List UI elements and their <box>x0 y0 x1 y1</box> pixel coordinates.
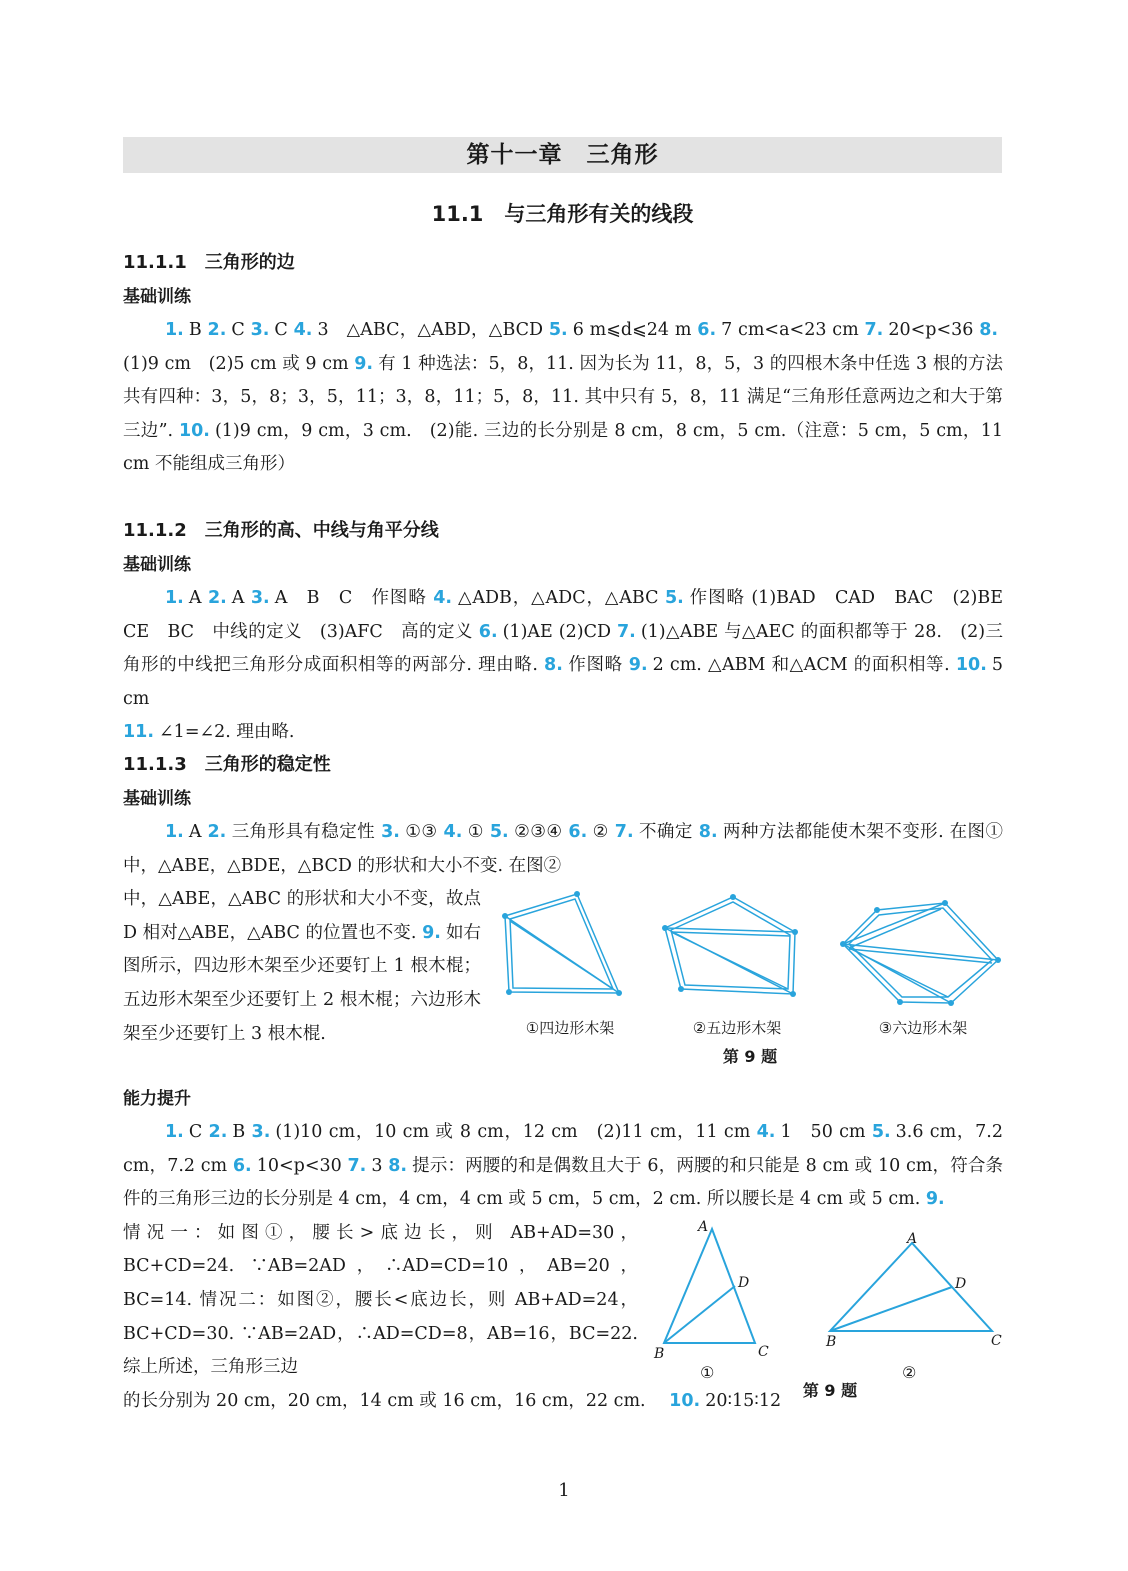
vertex-label: C <box>758 1344 769 1360</box>
vertex-label: A <box>698 1219 709 1235</box>
answer-item: 1. B <box>165 320 208 340</box>
answers-line: 11. ∠1=∠2. 理由略. <box>123 722 295 743</box>
answer-item: 8. 作图略 <box>544 655 629 676</box>
answer-item: 8.(1)9 cm (2)5 cm 或 9 cm <box>123 320 999 374</box>
answer-item: 1. A <box>165 588 208 608</box>
vertex-label: B <box>826 1334 837 1350</box>
answer-item: 9. 2 cm. △ABM 和△ACM 的面积相等. <box>628 655 956 676</box>
chapter-title: 第十一章 三角形 <box>123 137 1002 173</box>
subsection-title: 11.1.2 三角形的高、中线与角平分线 <box>123 520 439 541</box>
answer-item: 8. 提示：两腰的和是偶数且大于 6，两腰的和只能是 8 cm 或 10 cm，符合条件的三角形三边的长分别是 4 cm，4 cm，4 cm 或 5 cm，5 cm，2 cm. 所以腰长是 4 cm 或 5 cm. <box>123 1155 1004 1210</box>
figure-caption: ②五边形木架 <box>692 1019 782 1037</box>
answer-item: 7. 不确定 <box>614 822 699 842</box>
answer-item: 8. 两种方法都能使木架不变形. 在图①中，△ABE，△BDE，△BCD 的形状和大小不变. 在图② <box>123 822 1003 876</box>
answer-item: 4. ① <box>443 822 490 842</box>
subsection-title: 11.1.1 三角形的边 <box>123 252 295 273</box>
vertex-label: C <box>991 1333 1002 1349</box>
answer-item: 5. 3.6 cm，7.2 cm，7.2 cm <box>123 1122 1003 1176</box>
figure-title: 第 9 题 <box>802 1381 858 1400</box>
pentagon-frame <box>665 897 795 994</box>
answer-item: 6. ② <box>568 822 615 842</box>
answers-wrap-paragraph: 中，△ABE，△ABC 的形状和大小不变，故点 D 相对△ABE，△ABC 的位置也不变. 9. 如右图所示，四边形木架至少还要钉上 1 根木棍；五边形木架至少还要钉上 2 根木棍；六边形木架至少还要钉上 3 根木棍. <box>123 889 482 1044</box>
answer-item: 7. (1)△ABE 与△AEC 的面积都等于 28. (2)三角形的中线把三角形分成面积相等的两部分. 理由略. <box>123 621 1004 676</box>
answers-paragraph <box>123 816 1003 883</box>
basic-training-label: 基础训练 <box>123 287 191 307</box>
answer-item: 7. 20<p<36 <box>864 320 980 340</box>
answer-item: 5. 6 m⩽d⩽24 m <box>548 320 698 340</box>
answer-item: 2. B <box>208 1122 252 1142</box>
answers-paragraph: 1. C 2. B 3. (1)10 cm，10 cm 或 8 cm，12 cm (2)11 cm，11 cm 4. 1 50 cm 5. 3.6 cm，7.2 cm，7.2 cm 6. 10<p<30 7. 3 8. 提示：两腰的和是偶数且大于 6，两腰的和只能是 8 cm 或 10 cm，符合条件的三角形三边的长分别是 4 cm，4 cm，4 cm 或 5 cm，5 cm，2 cm. 所以腰长是 4 cm 或 5 cm. 9. <box>123 1122 1004 1210</box>
section-title: 11.1 与三角形有关的线段 <box>431 202 694 226</box>
answers-wrap-paragraph: 情况一：如图①，腰长>底边长，则 AB+AD=30，BC+CD=24. ∵AB=2AD，∴AD=CD=10，AB=20，BC=14. 情况二：如图②，腰长<底边长，则 AB+AD=24，BC+CD=30. ∵AB=2AD，∴AD=CD=8，AB=16，BC=22. 综上所述，三角形三边 <box>123 1222 638 1378</box>
answer-item: 9. 有 1 种选法：5，8，11. 因为长为 11，8，5，3 的四根木条中任选 3 根的方法共有四种：3，5，8；3，5，11；3，8，11；5，8，11. 其中只有 5，8，11 满足“三角形任意两边之和大于第三边”. <box>123 353 1003 441</box>
figure-caption: ③六边形木架 <box>878 1019 968 1037</box>
figure-caption: ② <box>902 1363 917 1382</box>
median-1 <box>664 1286 735 1343</box>
vertex-label: A <box>907 1231 918 1247</box>
triangle-2 <box>830 1243 992 1331</box>
answer-item: 4. △ADB，△ADC，△ABC <box>433 588 665 608</box>
answer-item: 3. ①③ <box>381 822 444 842</box>
answer-item: 7. 3 <box>347 1155 389 1176</box>
hexagon-frame <box>843 903 998 1003</box>
vertex-label: D <box>738 1275 750 1291</box>
answer-item: 6. 7 cm<a<23 cm <box>697 320 865 340</box>
answer-item: 3. (1)10 cm，10 cm 或 8 cm，12 cm (2)11 cm，11 cm <box>251 1122 757 1142</box>
answer-item: 10. (1)9 cm，9 cm，3 cm. (2)能. 三边的长分别是 8 cm，8 cm，5 cm.（注意：5 cm，5 cm，11 cm 不能组成三角形） <box>123 420 1003 475</box>
answers-paragraph <box>123 582 1021 716</box>
answer-item: 10. 5 cm <box>123 655 1003 709</box>
answer-item: 4. 3 △ABC，△ABD，△BCD <box>293 320 549 340</box>
wooden-frames-figure <box>495 885 1010 1015</box>
answer-item: 2. 三角形具有稳定性 <box>207 822 382 842</box>
answer-item: 1. A <box>165 822 208 842</box>
vertex-label: B <box>654 1346 665 1362</box>
answer-item: 5. 作图略 (1)BAD CAD BAC (2)BE CE BC 中线的定义 (3)AFC 高的定义 <box>123 588 1021 642</box>
figure-caption: ① <box>700 1363 715 1382</box>
vertex-label: D <box>955 1276 967 1292</box>
answers-last-line: 的长分别为 20 cm，20 cm，14 cm 或 16 cm，16 cm，22 cm. 10. 20∶15∶12 <box>123 1390 782 1411</box>
triangles-figure <box>650 1215 1010 1390</box>
quadrilateral-frame <box>505 894 619 993</box>
answer-item: 3. C <box>250 320 294 340</box>
answer-item: 3. A B C 作图略 <box>250 588 434 608</box>
subsection-11-1-2 <box>123 514 1021 750</box>
median-2 <box>830 1287 952 1331</box>
answer-item: 5. ②③④ <box>489 822 569 842</box>
ability-improvement-label: 能力提升 <box>123 1089 191 1109</box>
page-number: 1 <box>558 1480 570 1501</box>
answer-item: 1. C <box>165 1122 209 1142</box>
answers-paragraph <box>123 314 1003 482</box>
figure-title: 第 9 题 <box>722 1047 778 1066</box>
subsection-11-1-1 <box>123 246 1003 482</box>
answer-item: 2. C <box>207 320 251 340</box>
figure-caption: ①四边形木架 <box>525 1019 615 1037</box>
answer-item: 2. A <box>207 588 251 608</box>
answer-item: 4. 1 50 cm <box>756 1122 872 1142</box>
answer-item: 6. 10<p<30 <box>232 1155 348 1176</box>
basic-training-label: 基础训练 <box>123 789 191 809</box>
subsection-title: 11.1.3 三角形的稳定性 <box>123 754 331 775</box>
answer-item: 6. (1)AE (2)CD <box>478 621 617 642</box>
basic-training-label: 基础训练 <box>123 555 191 575</box>
